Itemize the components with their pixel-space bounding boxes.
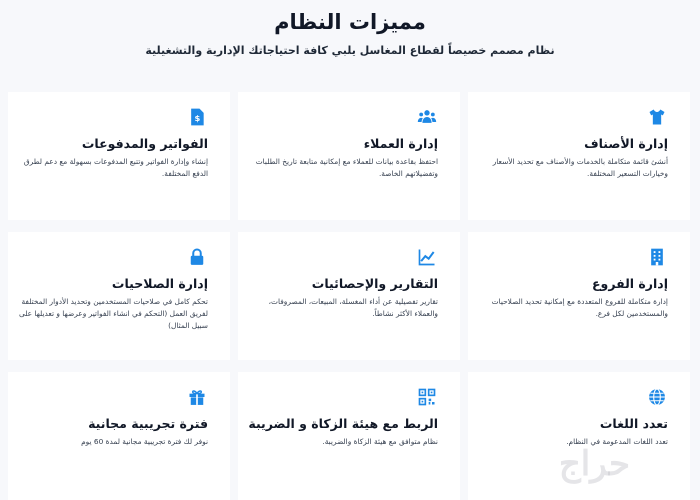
feature-title: التقارير والإحصائيات [311, 276, 438, 291]
page-title: مميزات النظام [274, 10, 426, 34]
feature-card [8, 92, 230, 220]
feature-card [8, 372, 230, 500]
feature-title: تعدد اللغات [599, 416, 668, 431]
feature-description: احتفظ بقاعدة بيانات للعملاء مع إمكانية متابعة تاريخ الطلبات وتفضيلاتهم الخاصة. [255, 157, 438, 178]
feature-description: إنشاء وإدارة الفواتير وتتبع المدفوعات بسهولة مع دعم لطرق الدفع المختلفة. [23, 157, 208, 178]
feature-description: إدارة متكاملة للفروع المتعددة مع إمكانية تحديد الصلاحيات والمستخدمين لكل فرع. [491, 297, 668, 318]
feature-title: الفواتير والمدفوعات [81, 136, 208, 151]
qr-code-icon [416, 386, 438, 408]
feature-card [468, 232, 690, 360]
feature-description: تعدد اللغات المدعومة في النظام. [566, 437, 668, 446]
feature-description: تحكم كامل في صلاحيات المستخدمين وتحديد الأدوار المختلفة لفريق العمل (التحكم في انشاء الفواتير وعرضها و تعديلها على سبيل المثال) [18, 297, 208, 330]
watermark: حراج [558, 444, 630, 484]
feature-title: إدارة الفروع [592, 276, 668, 291]
feature-description: تقارير تفصيلية عن أداء المغسلة، المبيعات، المصروفات، والعملاء الأكثر نشاطاً. [268, 297, 438, 318]
features-grid [0, 92, 700, 490]
lock-icon [186, 246, 208, 268]
feature-title: إدارة الصلاحيات [111, 276, 208, 291]
feature-card [238, 92, 460, 220]
feature-title: فترة تجريبية مجانية [88, 416, 208, 431]
globe-icon [646, 386, 668, 408]
invoice-icon [186, 106, 208, 128]
tshirt-icon [646, 106, 668, 128]
feature-card [238, 232, 460, 360]
building-icon [646, 246, 668, 268]
page-subtitle: نظام مصمم خصيصاً لقطاع المغاسل يلبي كافة احتياجاتك الإدارية والتشغيلية [145, 44, 555, 57]
feature-title: إدارة العملاء [363, 136, 438, 151]
feature-card [8, 232, 230, 360]
feature-card [468, 92, 690, 220]
feature-title: الربط مع هيئة الزكاة و الضريبة [248, 416, 438, 431]
feature-card [238, 372, 460, 500]
feature-description: نظام متوافق مع هيئة الزكاة والضريبة. [322, 437, 438, 446]
svg-text:$: $ [194, 113, 201, 124]
feature-description: أنشئ قائمة متكاملة بالخدمات والأصناف مع تحديد الأسعار وخيارات التسعير المختلفة. [492, 157, 668, 178]
users-icon [416, 106, 438, 128]
feature-title: إدارة الأصناف [584, 136, 668, 151]
feature-description: نوفر لك فترة تجريبية مجانية لمدة 60 يوم [81, 437, 208, 446]
gift-icon [186, 386, 208, 408]
chart-icon [416, 246, 438, 268]
